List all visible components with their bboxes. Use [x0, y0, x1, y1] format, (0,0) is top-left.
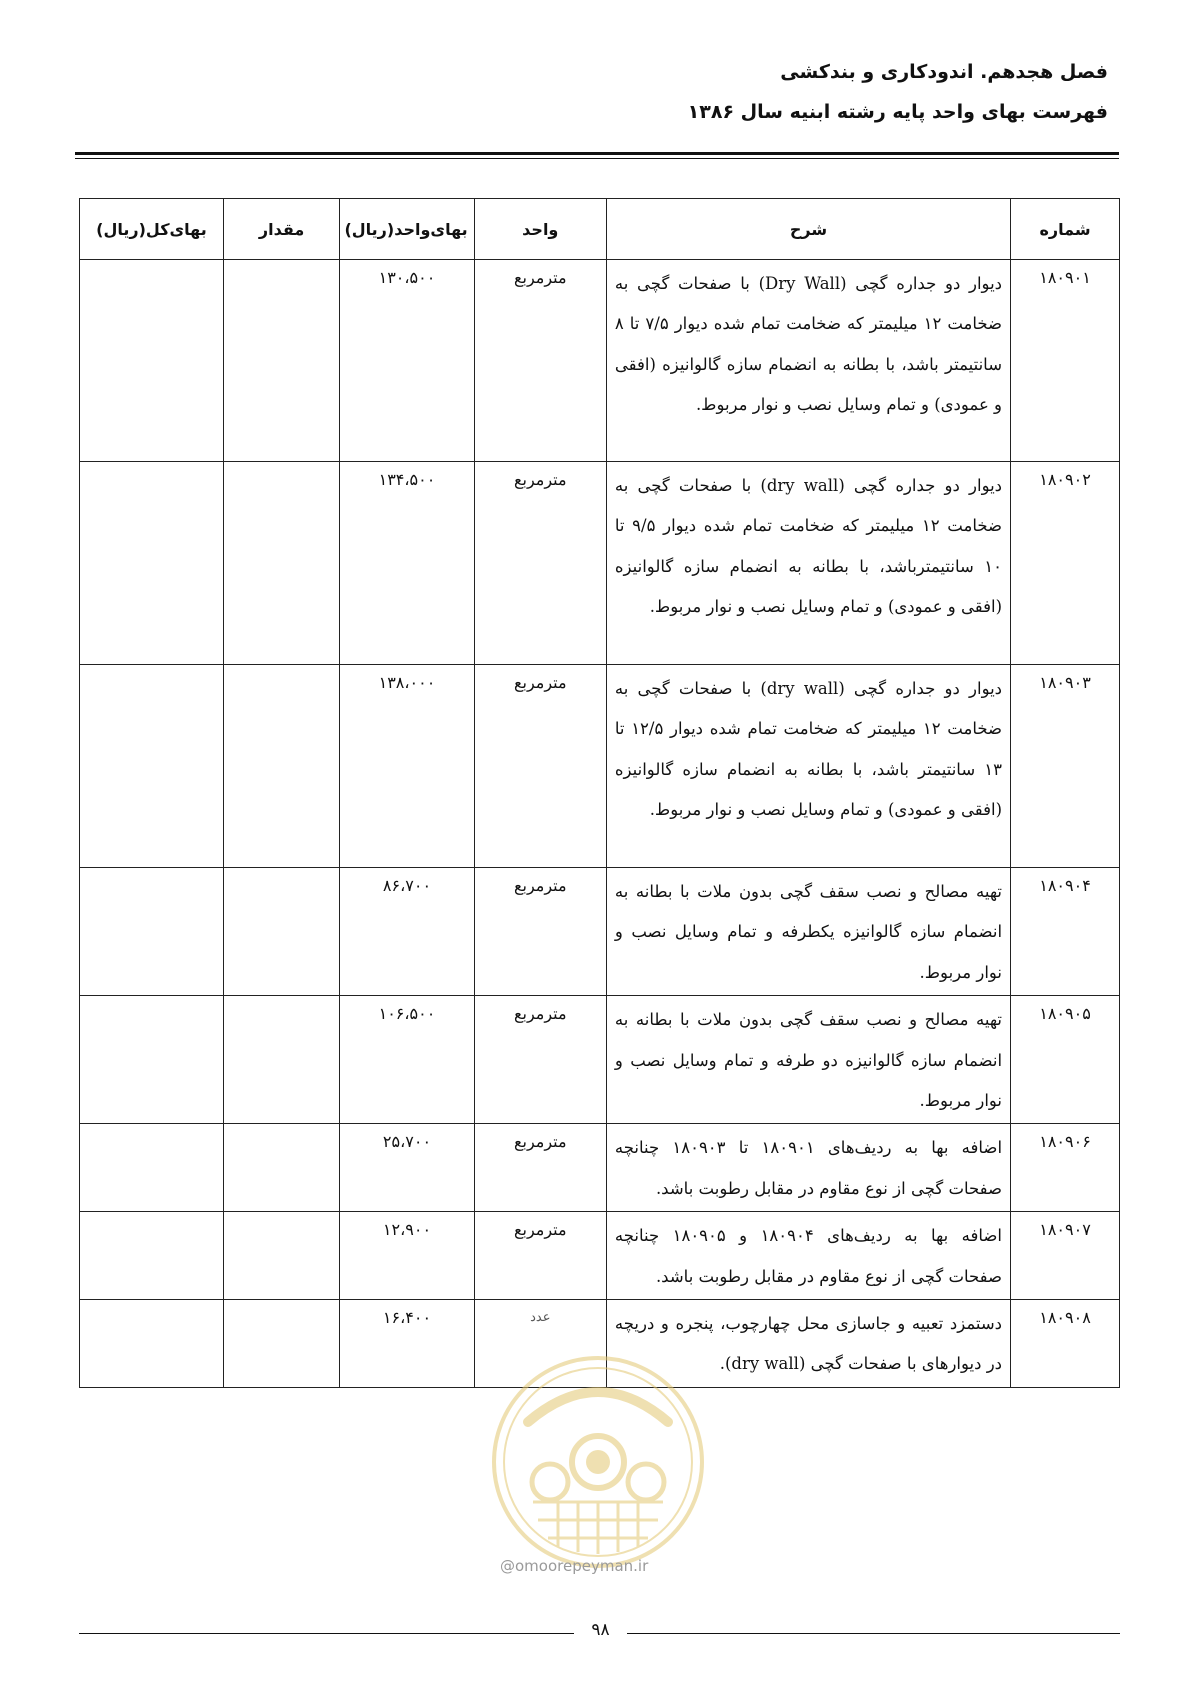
row-total-price [80, 1300, 224, 1388]
row-description: دستمزد تعبیه و جاسازی محل چهارچوب، پنجره و دریچه در دیوارهای با صفحات گچی (dry wall). [606, 1300, 1010, 1388]
table-row [80, 260, 1120, 462]
price-table [79, 198, 1120, 1388]
row-code: ۱۸۰۹۰۸ [1011, 1300, 1120, 1388]
header-divider-thick [75, 152, 1119, 155]
watermark-site-text: @omoorepeyman.ir [500, 1557, 649, 1575]
table-row [80, 665, 1120, 868]
row-quantity [223, 1124, 339, 1212]
row-total-price [80, 868, 224, 996]
row-unit-price: ۱۳۰،۵۰۰ [340, 260, 474, 462]
row-quantity [223, 260, 339, 462]
row-total-price [80, 1124, 224, 1212]
row-unit: مترمربع [474, 462, 606, 665]
row-code: ۱۸۰۹۰۲ [1011, 462, 1120, 665]
header-divider-thin [75, 158, 1119, 159]
row-unit: مترمربع [474, 260, 606, 462]
row-description: تهیه مصالح و نصب سقف گچی بدون ملات با بطانه به انضمام سازه گالوانیزه یکطرفه و تمام وسایل نصب و نوار مربوط. [606, 868, 1010, 996]
table-row [80, 1212, 1120, 1300]
watermark-logo [488, 1352, 708, 1572]
row-total-price [80, 260, 224, 462]
row-total-price [80, 1212, 224, 1300]
row-description: دیوار دو جداره گچی (dry wall) با صفحات گچی به ضخامت ۱۲ میلیمتر که ضخامت تمام شده دیوار ۱۲/۵ تا ۱۳ سانتیمتر باشد، با بطانه به انضمام سازه گالوانیزه (افقی و عمودی) و تمام وسایل نصب و نوار مربوط. [606, 665, 1010, 868]
column-header-quantity: مقدار [223, 199, 339, 260]
row-unit: مترمربع [474, 1124, 606, 1212]
table-row [80, 1124, 1120, 1212]
row-code: ۱۸۰۹۰۷ [1011, 1212, 1120, 1300]
row-code: ۱۸۰۹۰۵ [1011, 996, 1120, 1124]
row-description: تهیه مصالح و نصب سقف گچی بدون ملات با بطانه به انضمام سازه گالوانیزه دو طرفه و تمام وسایل نصب و نوار مربوط. [606, 996, 1010, 1124]
row-code: ۱۸۰۹۰۴ [1011, 868, 1120, 996]
table-row [80, 462, 1120, 665]
row-description: اضافه بها به ردیف‌های ۱۸۰۹۰۴ و ۱۸۰۹۰۵ چنانچه صفحات گچی از نوع مقاوم در مقابل رطوبت باشد. [606, 1212, 1010, 1300]
column-header-total-price: بهای‌کل(ریال) [80, 199, 224, 260]
row-unit-price: ۲۵،۷۰۰ [340, 1124, 474, 1212]
row-description: دیوار دو جداره گچی (dry wall) با صفحات گچی به ضخامت ۱۲ میلیمتر که ضخامت تمام شده دیوار ۹/۵ تا ۱۰ سانتیمترباشد، با بطانه به انضمام سازه گالوانیزه (افقی و عمودی) و تمام وسایل نصب و نوار مربوط. [606, 462, 1010, 665]
column-header-unit: واحد [474, 199, 606, 260]
row-total-price [80, 665, 224, 868]
page-header [68, 58, 1108, 126]
row-code: ۱۸۰۹۰۶ [1011, 1124, 1120, 1212]
row-unit-price: ۱۰۶،۵۰۰ [340, 996, 474, 1124]
page-number: ۹۸ [591, 1620, 610, 1640]
column-header-description: شرح [606, 199, 1010, 260]
row-code: ۱۸۰۹۰۳ [1011, 665, 1120, 868]
row-unit-price: ۱۶،۴۰۰ [340, 1300, 474, 1388]
row-unit: عدد [474, 1300, 606, 1388]
row-quantity [223, 665, 339, 868]
column-header-code: شماره [1011, 199, 1120, 260]
table-row [80, 996, 1120, 1124]
footer-divider-right [627, 1633, 1120, 1634]
chapter-title: فصل هجدهم. اندودکاری و بندکشی [780, 61, 1108, 83]
row-unit-price: ۱۳۸،۰۰۰ [340, 665, 474, 868]
table-row [80, 868, 1120, 996]
row-quantity [223, 868, 339, 996]
row-quantity [223, 462, 339, 665]
row-unit: مترمربع [474, 868, 606, 996]
row-unit-price: ۱۳۴،۵۰۰ [340, 462, 474, 665]
row-total-price [80, 462, 224, 665]
row-unit: مترمربع [474, 1212, 606, 1300]
row-unit-price: ۸۶،۷۰۰ [340, 868, 474, 996]
column-header-unit-price: بهای‌واحد(ریال) [340, 199, 474, 260]
row-quantity [223, 1212, 339, 1300]
table-header-row [80, 199, 1120, 260]
row-quantity [223, 1300, 339, 1388]
row-unit-price: ۱۲،۹۰۰ [340, 1212, 474, 1300]
row-code: ۱۸۰۹۰۱ [1011, 260, 1120, 462]
row-quantity [223, 996, 339, 1124]
price-list-title: فهرست بهای واحد پایه رشته ابنیه سال ۱۳۸۶ [687, 101, 1108, 123]
row-unit: مترمربع [474, 996, 606, 1124]
row-description: اضافه بها به ردیف‌های ۱۸۰۹۰۱ تا ۱۸۰۹۰۳ چنانچه صفحات گچی از نوع مقاوم در مقابل رطوبت باشد. [606, 1124, 1010, 1212]
row-description: دیوار دو جداره گچی (Dry Wall) با صفحات گچی به ضخامت ۱۲ میلیمتر که ضخامت تمام شده دیوار ۷/۵ تا ۸ سانتیمتر باشد، با بطانه به انضمام سازه گالوانیزه (افقی و عمودی) و تمام وسایل نصب و نوار مربوط. [606, 260, 1010, 462]
row-total-price [80, 996, 224, 1124]
footer-divider-left [79, 1633, 574, 1634]
row-unit: مترمربع [474, 665, 606, 868]
